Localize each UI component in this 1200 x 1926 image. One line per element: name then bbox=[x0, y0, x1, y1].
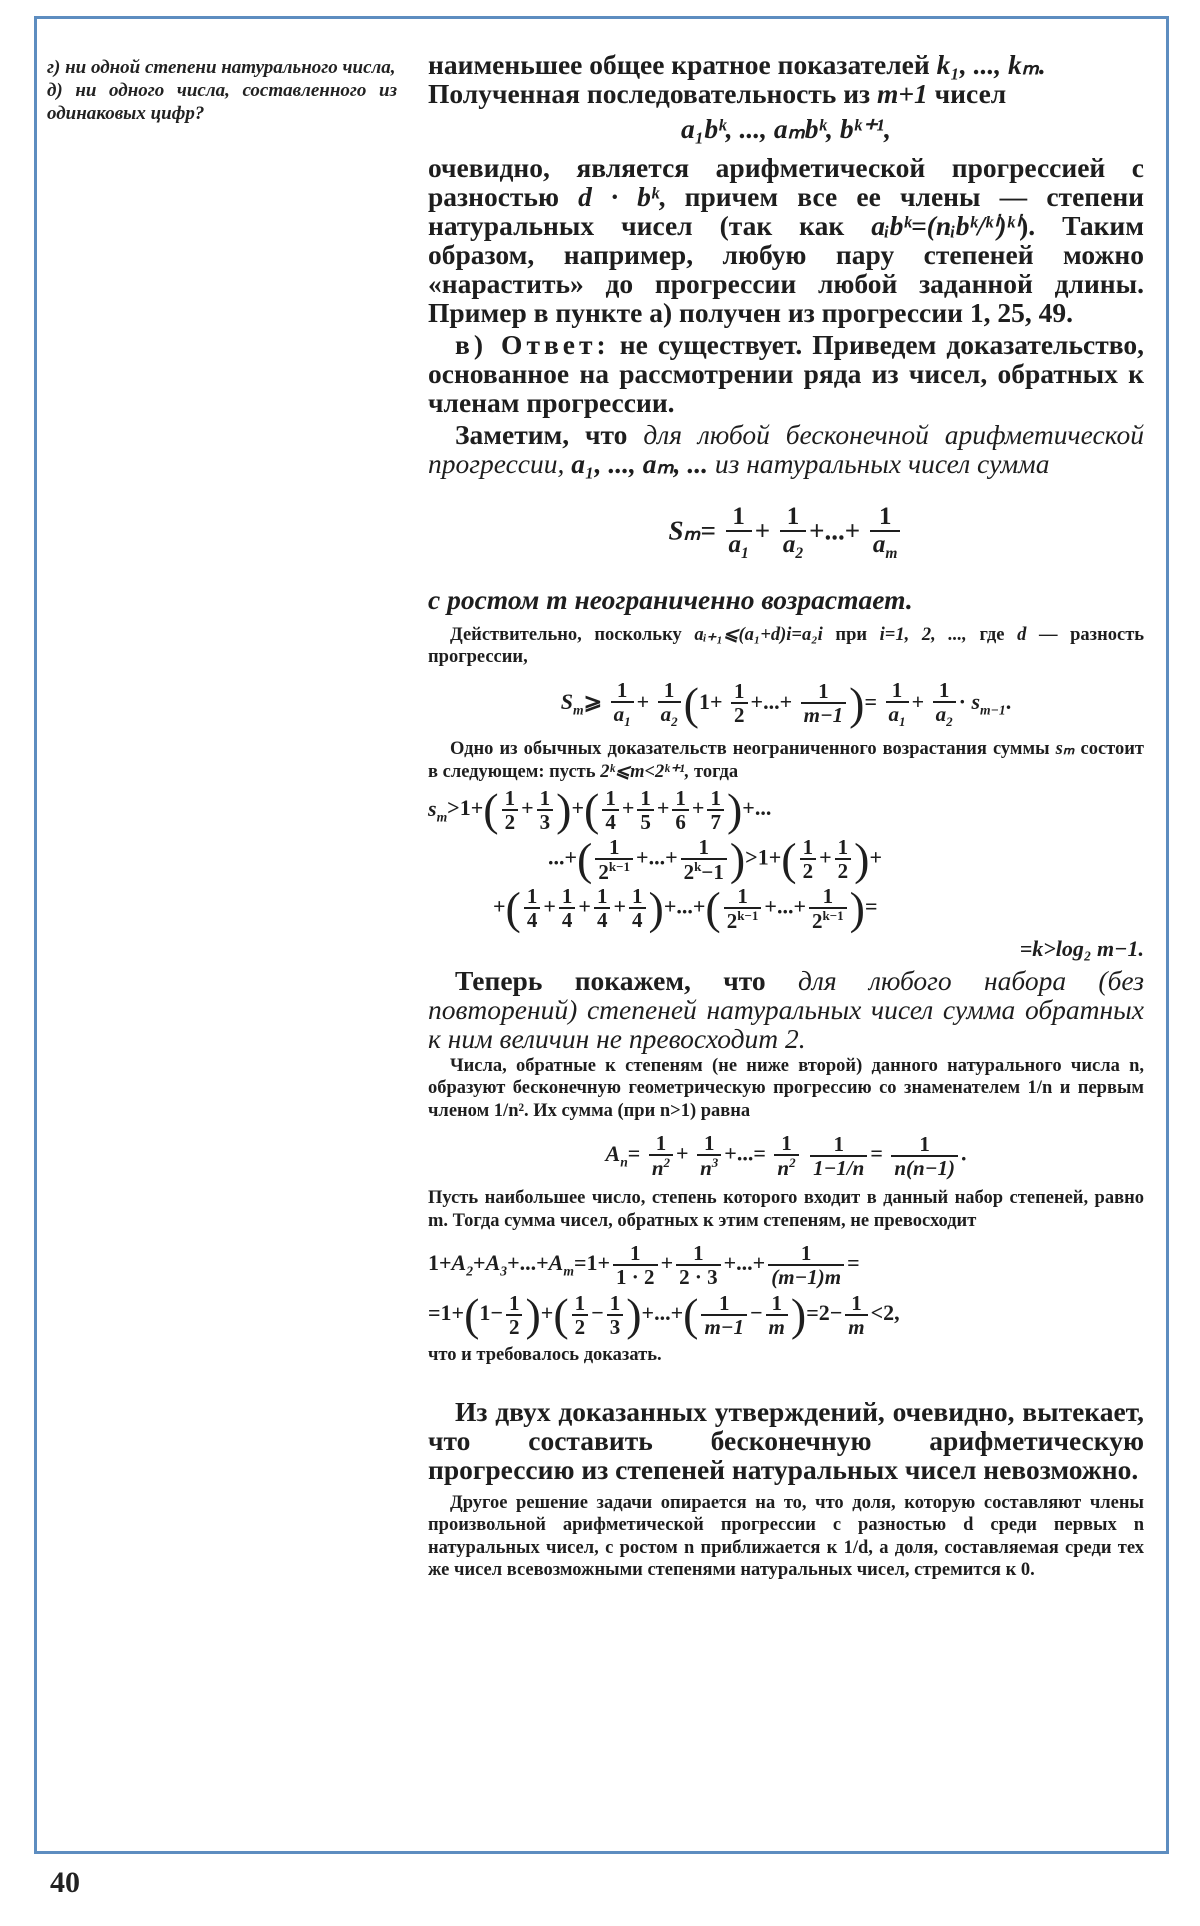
paragraph-lcm bbox=[428, 50, 1144, 108]
formula-sm-small: sₘ bbox=[1055, 739, 1075, 760]
proof-end: что и требовалось доказать. bbox=[428, 1345, 662, 1366]
progression-text-b: , причем все ее члены — степени натуральных чисел (так как bbox=[428, 181, 1145, 241]
paragraph-progression bbox=[428, 153, 1144, 327]
formula-harmonic-3: +( $\frac{1}{4}$ + $\frac{1}{4}$ + $\frac{1}{4}$ + $\frac{1}{4}$ )+...+( $\frac{1}{2^{k-1}}$ +...+ $\frac{1}{2^{k-1}}$ )= bbox=[493, 882, 878, 934]
formula-m-plus-1: m+1 bbox=[876, 78, 928, 109]
proof-step-1 bbox=[428, 624, 1144, 669]
formula-i-range: i=1, 2, ..., bbox=[879, 624, 967, 645]
proof-2: Одно из обычных доказательств неограниченного возрастания суммы bbox=[450, 739, 1050, 760]
proof-step-3: Числа, обратные к степеням (не ниже второй) данного натурального числа n, образуют бесконечную геометрическую прогрессию со знаменателем 1/n и первым членом 1/n². Их сумма (при n>1) равна bbox=[428, 1055, 1144, 1121]
proof-step-2 bbox=[428, 738, 1144, 783]
claim2-italic: для любого набора (без повторений) степеней натуральных чисел сумма обратных к ним величин не превосходит 2. bbox=[428, 964, 1144, 1054]
formula-ineq: aᵢ₊₁⩽(a₁+d)i=a₂i bbox=[694, 624, 823, 645]
proof-1c: где bbox=[979, 624, 1005, 645]
answer-label: в) Ответ: bbox=[455, 329, 610, 360]
formula-d: d bbox=[1017, 624, 1027, 645]
formula-pow-range: 2ᵏ⩽m<2ᵏ⁺¹, bbox=[600, 761, 690, 782]
formula-final-bound: =k>log₂ m−1. bbox=[1019, 935, 1144, 961]
proof-1a: Действительно, поскольку bbox=[450, 624, 682, 645]
sm-label: Sₘ= bbox=[668, 515, 716, 546]
claim-intro: Заметим, что bbox=[455, 419, 628, 450]
formula-progression: a₁, ..., aₘ, ... bbox=[571, 448, 708, 479]
formula-sum-a: $1+A_2+A_3+...+A_m=1+$ $\frac{1}{1 \cdot 2}$ + $\frac{1}{2 \cdot 3}$ +...+ $\frac{1}{(m-1)m}$ = bbox=[428, 1241, 860, 1290]
claim2-intro: Теперь покажем, что bbox=[455, 964, 766, 996]
claim-end: с ростом m неограниченно возрастает. bbox=[428, 583, 913, 615]
claim-tail: из натуральных чисел сумма bbox=[714, 448, 1050, 479]
paragraph-answer bbox=[428, 330, 1144, 417]
page-number: 40 bbox=[50, 1866, 80, 1899]
formula-difference: d · bᵏ bbox=[578, 181, 659, 212]
formula-harmonic-2: ...+( $\frac{1}{2^{k-1}}$ +...+ $\frac{1}{2^k-1}$ )>1+( $\frac{1}{2}$ + $\frac{1}{2}$ )+ bbox=[548, 833, 882, 885]
formula-sum-sm: Sₘ= $\frac{1}{a_1}$ + $\frac{1}{a_2}$ +...+ $\frac{1}{a_m}$ bbox=[428, 504, 1144, 563]
sequence-text: Полученная последовательность из bbox=[428, 78, 871, 109]
proof-1b: при bbox=[835, 624, 868, 645]
formula-sm-bound: $S_m⩾$ $\frac{1}{a_1}$ + $\frac{1}{a_2}$ (1+ $\frac{1}{2}$ +...+ $\frac{1}{m-1}$ )= $\frac{1}{a_1}$ + $\frac{1}{a_2}$ · $s_{m-1}$. bbox=[560, 677, 1012, 729]
sidebar-questions bbox=[47, 56, 397, 125]
sequence-text-end: чисел bbox=[934, 78, 1007, 109]
proof-2b: состоит в следующем: пусть bbox=[428, 739, 1144, 782]
lcm-text: наименьшее общее кратное показателей bbox=[428, 49, 930, 80]
answer-text: не существует. Приведем доказательство, основанное на рассмотрении ряда из чисел, обратных к членам прогрессии. bbox=[428, 329, 1145, 418]
paragraph-conclusion: Из двух доказанных утверждений, очевидно, вытекает, что составить бесконечную арифметическую прогрессию из степеней натуральных чисел невозможно. bbox=[428, 1395, 1144, 1485]
progression-text-c: ). Таким образом, например, любую пару степеней можно «нарастить» до прогрессии любой заданной длины. Пример в пункте а) получен из прогрессии 1, 25, 49. bbox=[428, 210, 1144, 328]
paragraph-claim bbox=[428, 420, 1144, 478]
paragraph-other-solution: Другое решение задачи опирается на то, что доля, которую составляют члены произвольной арифметической прогрессии с разностью d среди первых n натуральных чисел, с ростом n приближается к 1/d, а доля, составляемая среди тех же чисел всевозможными степенями натуральных чисел, стремится к 0. bbox=[428, 1492, 1144, 1581]
formula-an: $A_n=$ $\frac{1}{n^2}$ + $\frac{1}{n^3}$ +...= $\frac{1}{n^2}$ $\frac{1}{1-1/n}$ = $\frac{1}{n(n-1)}$ . bbox=[605, 1131, 967, 1181]
main-column bbox=[428, 50, 1144, 1582]
formula-sequence: a₁bᵏ, ..., aₘbᵏ, bᵏ⁺¹, bbox=[681, 113, 891, 144]
proof-2c: тогда bbox=[693, 761, 739, 782]
claim-italic: для любой бесконечной арифметической прогрессии, bbox=[428, 419, 1144, 479]
formula-telescoping: =1+(1− $\frac{1}{2}$ )+( $\frac{1}{2}$ − $\frac{1}{3}$ )+...+( $\frac{1}{m-1}$ − $\frac{1}{m}$ )=2− $\frac{1}{m}$ <2, bbox=[428, 1289, 900, 1341]
paragraph-claim-2 bbox=[428, 966, 1144, 1053]
proof-1d: — разность прогрессии, bbox=[428, 624, 1145, 668]
question-g: г) ни одной степени натурального числа, bbox=[47, 57, 396, 78]
formula-power: aᵢbᵏ=(nᵢbᵏ/ᵏⁱ)ᵏⁱ bbox=[871, 210, 1020, 241]
proof-step-4: Пусть наибольшее число, степень которого входит в данный набор степеней, равно m. Тогда сумма чисел, обратных к этим степеням, не превосходит bbox=[428, 1188, 1144, 1231]
formula-ks: k₁, ..., kₘ. bbox=[936, 49, 1046, 80]
formula-harmonic-1: $s_m>1+$( $\frac{1}{2}$ + $\frac{1}{3}$ )+( $\frac{1}{4}$ + $\frac{1}{5}$ + $\frac{1}{6}$ + $\frac{1}{7}$ )+... bbox=[428, 784, 772, 836]
question-d: д) ни одного числа, составленного из одинаковых цифр? bbox=[47, 80, 397, 124]
progression-text: очевидно, является арифметической прогрессией с разностью bbox=[428, 152, 1144, 212]
